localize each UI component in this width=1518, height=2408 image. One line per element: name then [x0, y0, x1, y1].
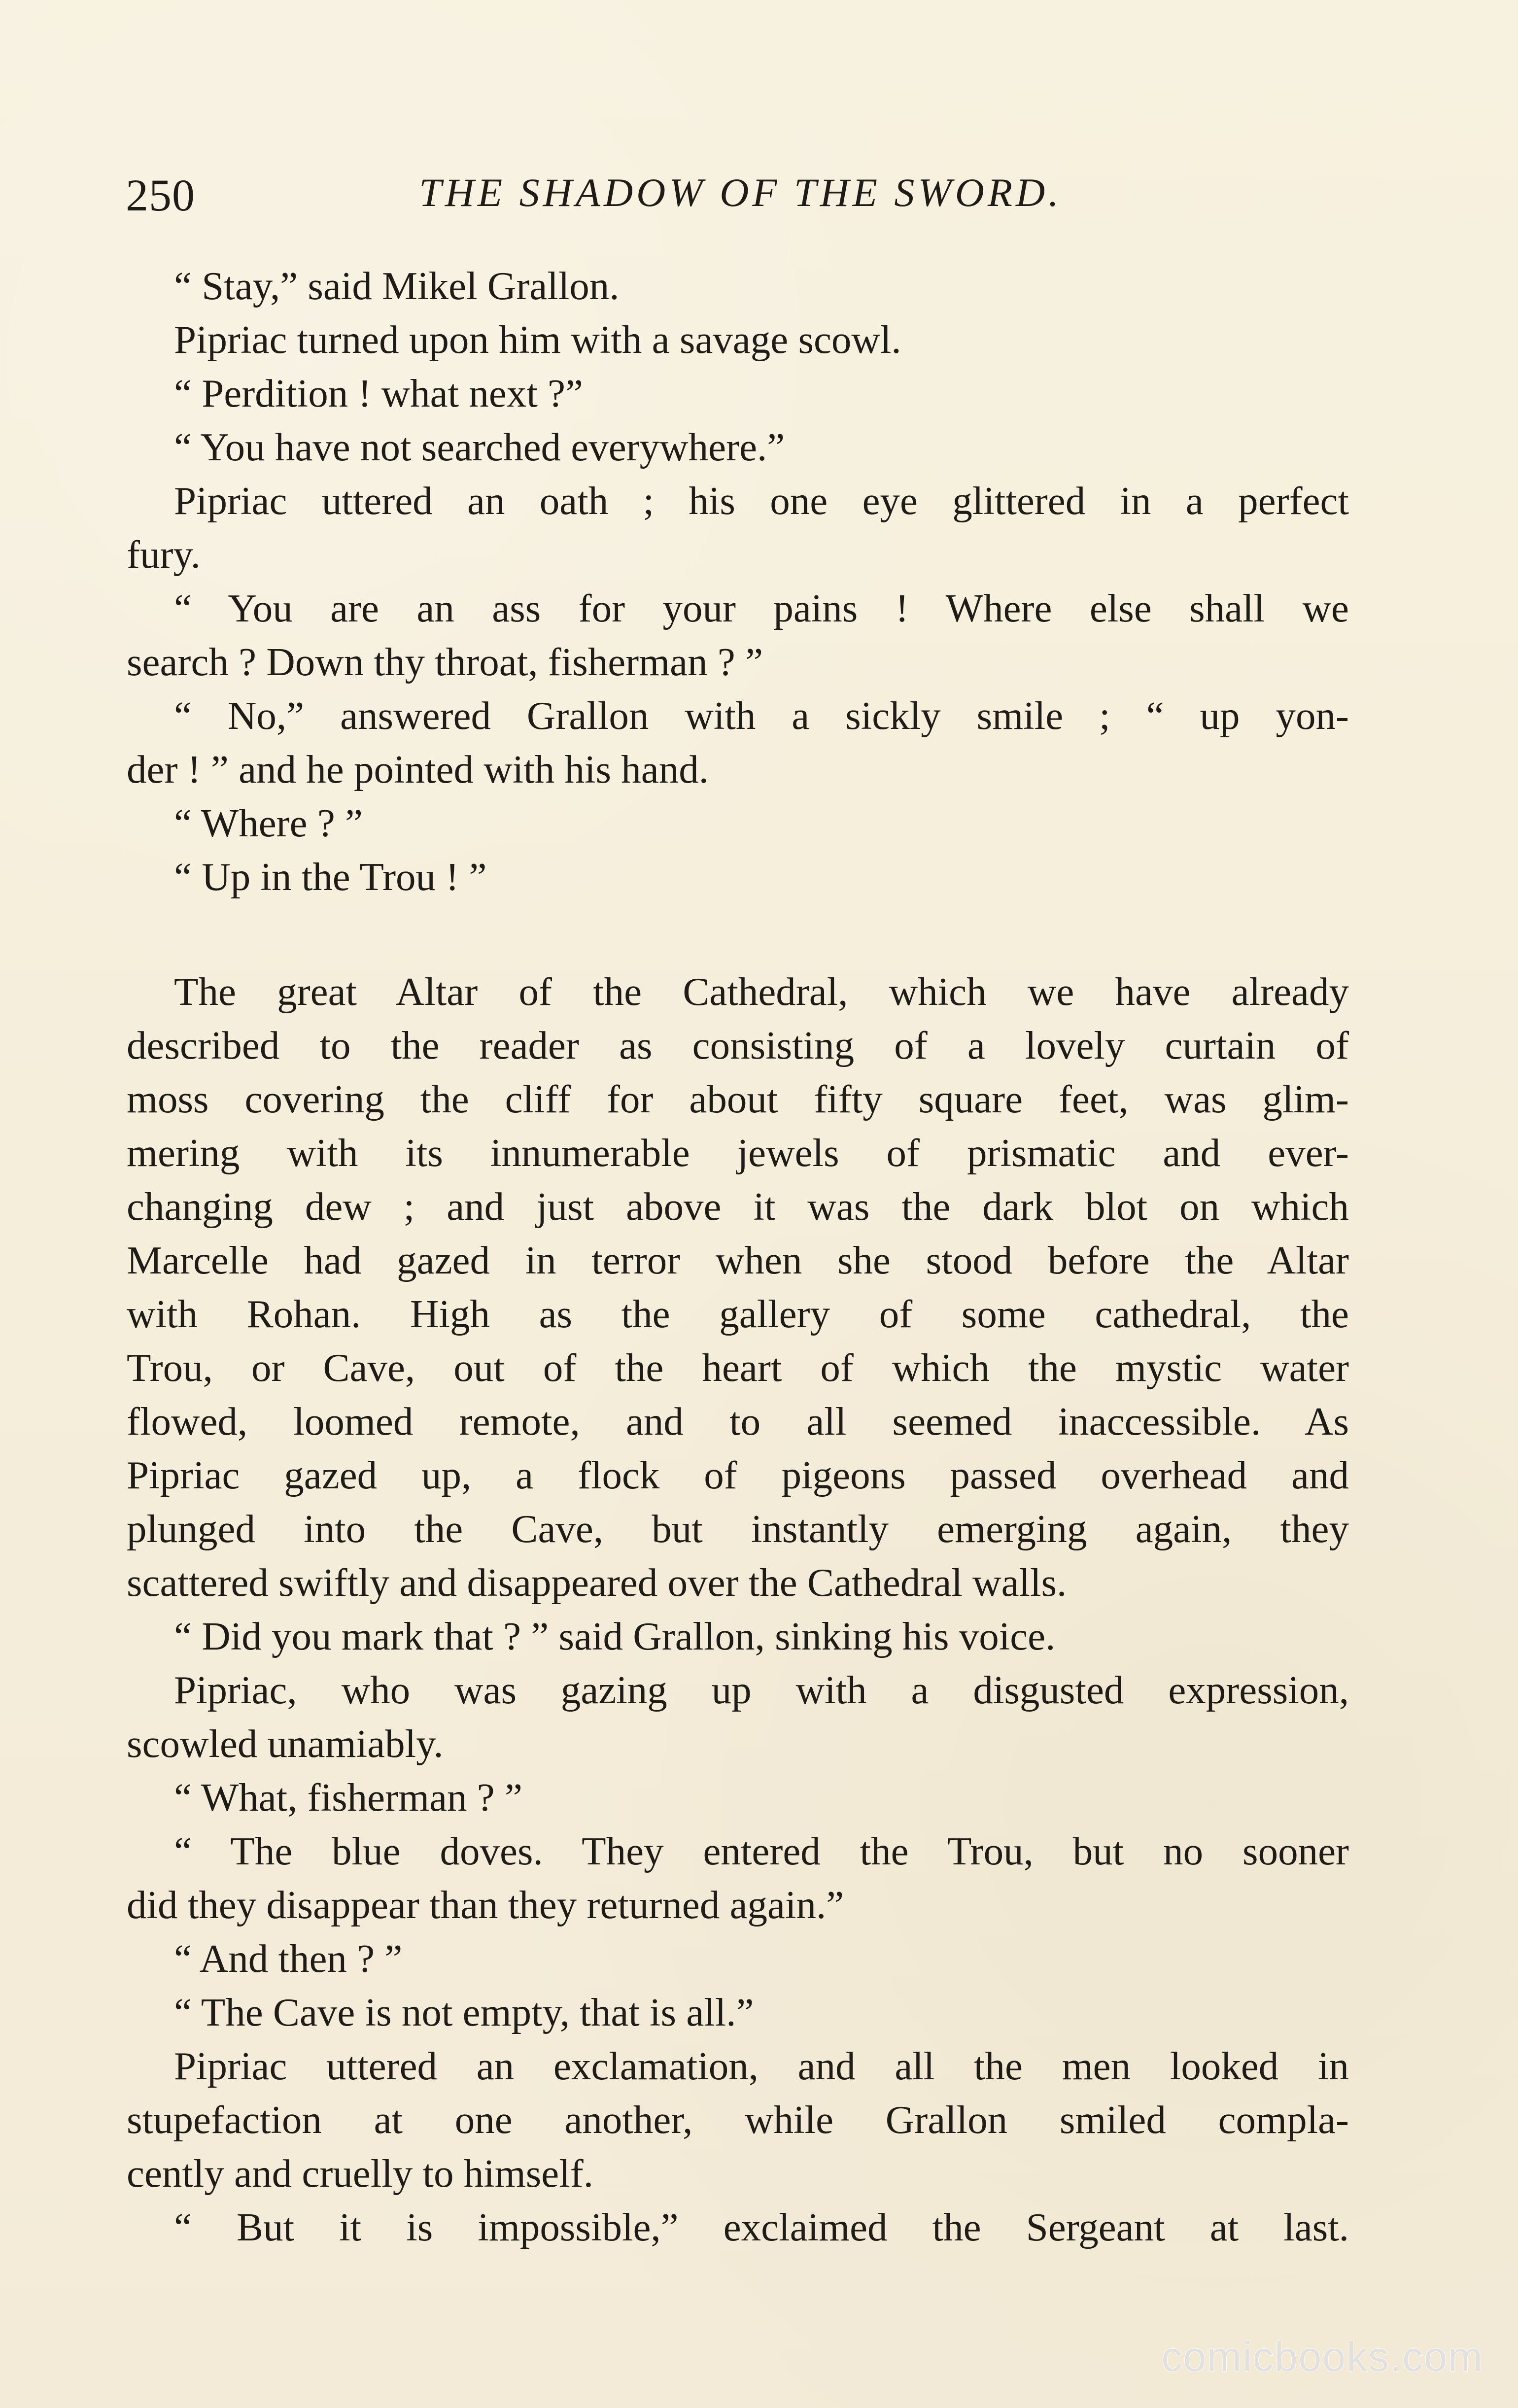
text-line: Pipriac uttered an exclamation, and all the men looked in — [174, 2044, 1349, 2088]
text-line: with Rohan. High as the gallery of some cathedral, the — [127, 1292, 1349, 1336]
text-line: Marcelle had gazed in terror when she stood before the Altar — [127, 1238, 1349, 1282]
text-line: “ What, fisherman ? ” — [174, 1775, 522, 1820]
text-line: plunged into the Cave, but instantly emerging again, they — [127, 1507, 1349, 1551]
text-line: “ And then ? ” — [174, 1936, 403, 1981]
text-line: “ Perdition ! what next ?” — [174, 371, 583, 415]
text-line: “ You have not searched everywhere.” — [174, 425, 785, 469]
text-line: Pipriac uttered an oath ; his one eye glittered in a perfect — [174, 479, 1349, 523]
text-line: der ! ” and he pointed with his hand. — [127, 747, 709, 791]
text-line: search ? Down thy throat, fisherman ? ” — [127, 640, 763, 684]
text-line: Pipriac gazed up, a flock of pigeons passed overhead and — [127, 1453, 1349, 1497]
text-line: flowed, loomed remote, and to all seemed inaccessible. As — [127, 1399, 1349, 1444]
text-line: “ The blue doves. They entered the Trou, but no sooner — [174, 1829, 1349, 1873]
text-line: scattered swiftly and disappeared over the Cathedral walls. — [127, 1560, 1067, 1605]
text-line: Pipriac turned upon him with a savage scowl. — [174, 317, 901, 362]
text-line: described to the reader as consisting of a lovely curtain of — [127, 1023, 1349, 1067]
text-line: mering with its innumerable jewels of prismatic and ever- — [127, 1131, 1349, 1175]
text-line: fury. — [127, 532, 201, 577]
page-number: 250 — [126, 170, 195, 220]
text-line: The great Altar of the Cathedral, which we have already — [174, 969, 1349, 1014]
text-line: scowled unamiably. — [127, 1721, 444, 1766]
text-line: “ Stay,” said Mikel Grallon. — [174, 264, 620, 308]
text-line: did they disappear than they returned again.” — [127, 1883, 844, 1927]
text-line: “ You are an ass for your pains ! Where else shall we — [174, 586, 1349, 630]
watermark-text: comicbooks.com — [1161, 2334, 1484, 2380]
text-line: moss covering the cliff for about fifty square feet, was glim- — [127, 1077, 1349, 1121]
page-header — [126, 172, 1355, 227]
text-line: changing dew ; and just above it was the dark blot on which — [127, 1184, 1349, 1229]
text-line: “ But it is impossible,” exclaimed the Sergeant at last. — [174, 2205, 1349, 2249]
text-line: “ The Cave is not empty, that is all.” — [174, 1990, 754, 2034]
text-line: “ Where ? ” — [174, 801, 363, 845]
text-line: cently and cruelly to himself. — [127, 2151, 593, 2196]
text-line: Pipriac, who was gazing up with a disgusted expression, — [174, 1668, 1349, 1712]
text-line: stupefaction at one another, while Grallon smiled compla- — [127, 2098, 1349, 2142]
text-line: “ Up in the Trou ! ” — [174, 855, 487, 899]
text-line: “ No,” answered Grallon with a sickly smile ; “ up yon- — [174, 693, 1349, 738]
running-title: THE SHADOW OF THE SWORD. — [419, 170, 1062, 215]
text-line: Trou, or Cave, out of the heart of which the mystic water — [127, 1345, 1349, 1390]
text-line: “ Did you mark that ? ” said Grallon, sinking his voice. — [174, 1614, 1056, 1658]
